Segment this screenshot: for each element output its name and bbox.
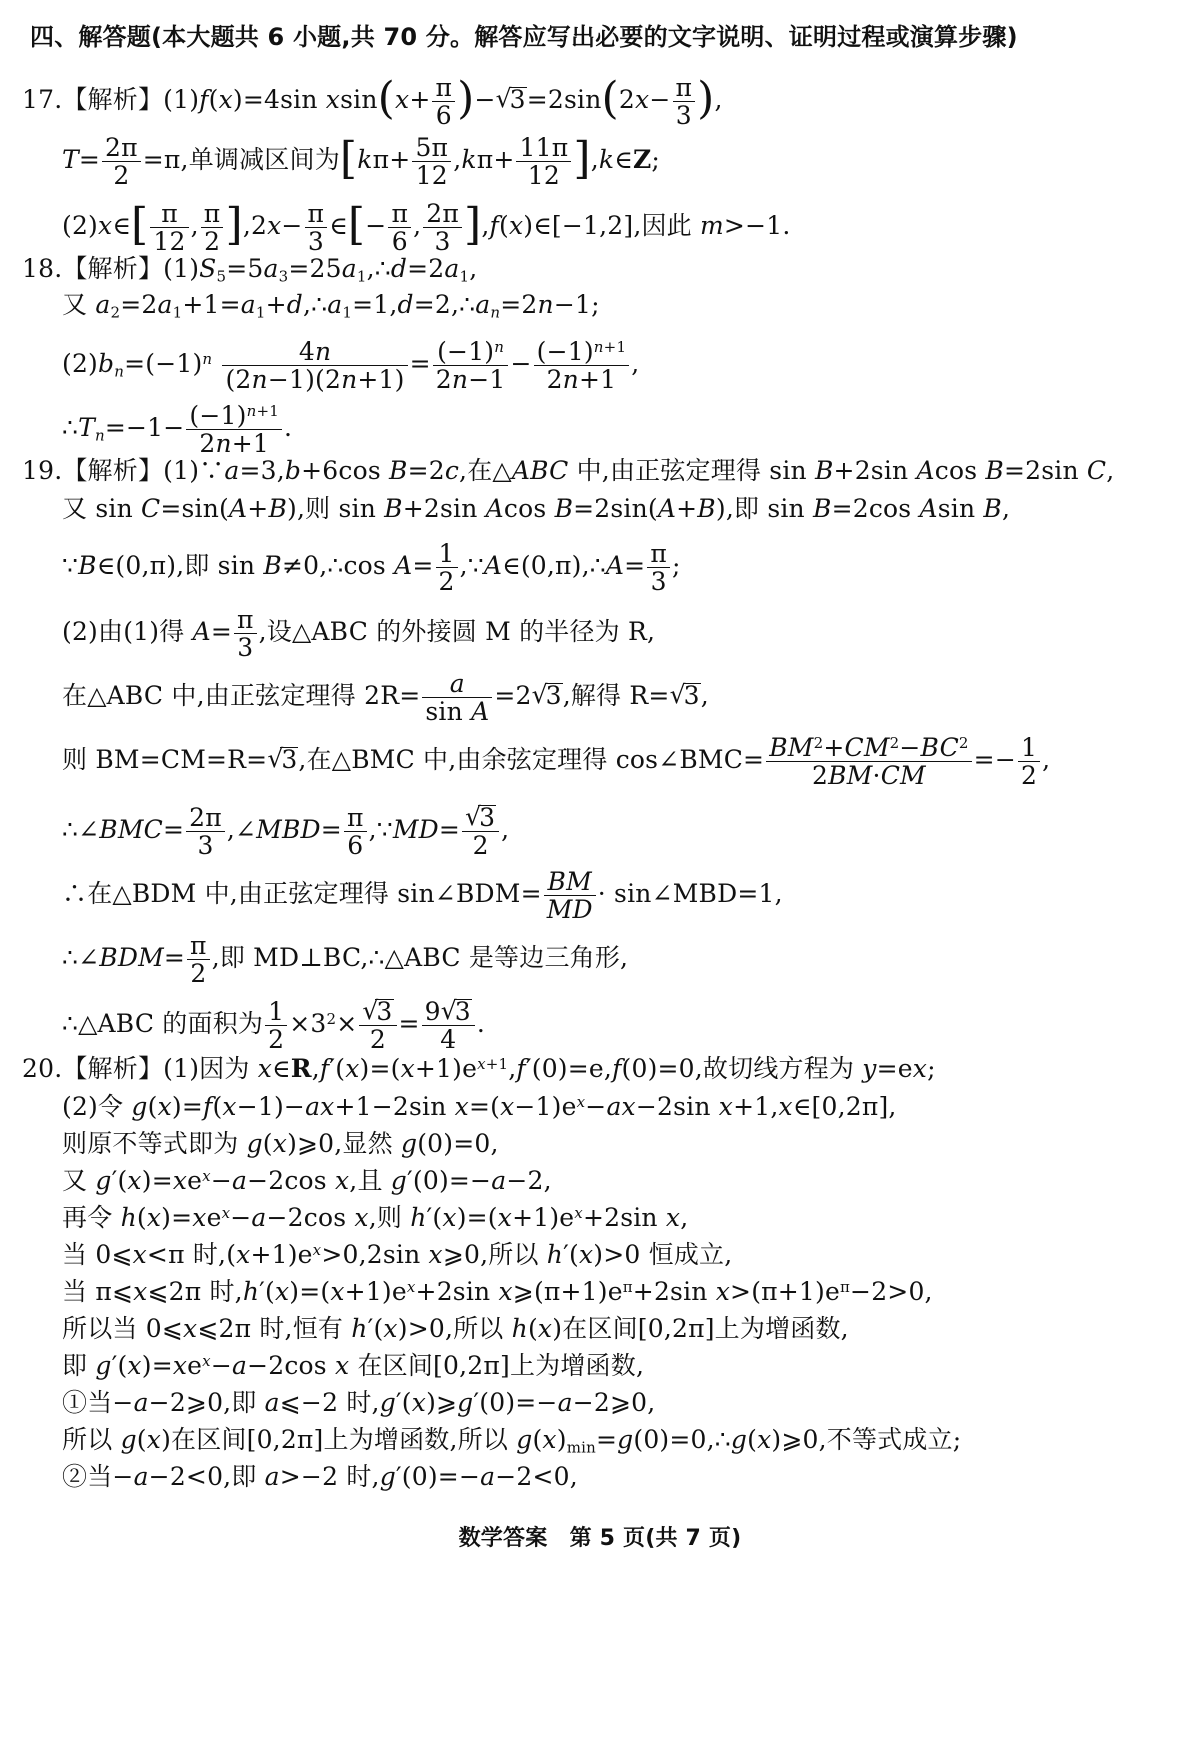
p20-line8: 所以当 0⩽x⩽2π 时,恒有 h′(x)>0,所以 h(x)在区间[0,2π]上为增函数, <box>62 1314 849 1343</box>
p17-label: 17.【解析】(1) <box>22 85 200 114</box>
p18-line2: 又 $a_2=2a_1+1=a_1+d,\therefore a_1=1,d=2,\therefore a_n=2n-1$; <box>62 290 600 322</box>
p19-line9: ∴∠BDM= $\frac{\pi}{2}$ ,即 MD⊥BC,∴△ABC 是等边三角形, <box>62 931 629 988</box>
p19-line2: 又 sin C=sin(A+B),则 sin B+2sin Acos B=2sin(A+B),即 sin B=2cos Asin B, <box>62 494 1011 523</box>
p19-line10: ∴△ABC 的面积为 $\frac{1}{2}$ $\times 3^2\times$ √ $\frac{3}{2}$ = $\frac{9√ 3}{4}$ . <box>62 998 485 1053</box>
p20-line5: 再令 $h(x)=xe^x-a-2\cos$ x,则 $h'(x)=(x+1)e^x+2\sin$ x, <box>62 1203 689 1232</box>
p19-part2: (2)由(1)得 <box>62 617 185 646</box>
section-header: 四、解答题(本大题共 6 小题,共 70 分。解答应写出必要的文字说明、证明过程或演算步骤) <box>30 23 1018 51</box>
p18-line4: $\therefore T_n=-1-$ $\frac{(-1)^{n+1}}{2n+1}$ . <box>62 401 293 458</box>
p19-line8: ∴在△BDM 中,由正弦定理得 sin∠BDM= $\frac{BM}{MD}$ · sin∠MBD=1, <box>62 867 783 924</box>
p18-line1: 18.【解析】$(1)S_5=5a_3=25a_1,\therefore d=2a_1$, <box>22 254 478 286</box>
p17-line3: (2)x∈[ $\frac{\pi}{12}$ , $\frac{\pi}{2}$ ],2x− $\frac{\pi}{3}$ ∈[− $\frac{\pi}{6}$ , $\frac{2\pi}{3}$ ],f(x)∈[−1,2],因此 m>−1. <box>62 199 791 256</box>
p19-bdm-end: · sin∠MBD=1, <box>597 879 783 908</box>
p19-bdm: ∴在△BDM 中,由正弦定理得 sin∠BDM= <box>62 879 542 908</box>
p19-line7: ∴∠BMC= $\frac{2\pi}{3}$ ,∠MBD= $\frac{\pi}{6}$ ,∵MD= √ $\frac{3}{2}$ , <box>62 804 509 859</box>
p19-sine-law: 在△ABC 中,由正弦定理得 2R= <box>62 681 421 710</box>
page-footer: 数学答案 第 5 页(共 7 页) <box>458 1526 742 1551</box>
p20-line11: 所以 g(x)在区间[0,2π]上为增函数,所以 $g(x)_{min}=g(0)=0,\therefore g(x)⩾0$,不等式成立; <box>62 1425 962 1457</box>
p18-part2: (2) <box>62 349 99 378</box>
p20-line1: 20.【解析】(1)因为 $x\in R,f'(x)=(x+1)e^{x+1},f'(0)=e,f(0)=0$,故切线方程为 y=ex; <box>22 1054 936 1083</box>
p19-circle: ,设△ABC 的外接圆 M 的半径为 R, <box>258 617 656 646</box>
p17-mono-text: =π,单调减区间为 <box>142 145 340 174</box>
p18-label: 18.【解析】(1) <box>22 254 200 283</box>
p20-line12: ②当−a−2<0,即 a>−2 时,g′(0)=−a−2<0, <box>62 1462 578 1491</box>
p20-line2: (2)令 g(x)=f(x−1)−ax+1−2sin $x=(x-1)e^x-ax-2\sin$ x+1,x∈[0,2π], <box>62 1092 897 1121</box>
p19-then: 则 BM=CM=R= <box>62 745 268 774</box>
p20-line6: 当 0⩽x<π 时$,(x+1)e^x>0,2\sin$ x⩾0,所以 h′(x)>0 恒成立, <box>62 1240 733 1269</box>
p20-line7: 当 π⩽x⩽2π 时$,h'(x)=(x+1)e^x+2\sin$ $x⩾(\pi+1)e^\pi+2\sin$ $x>(\pi+1)e^\pi-2>0$, <box>62 1277 933 1306</box>
p17-line1: 17.【解析】(1)f(x)=4sin xsin(x+ $\frac{\pi}{6}$ )−√ 3=2sin(2x− $\frac{\pi}{3}$ ), <box>22 74 723 129</box>
p20-line10: ①当−a−2⩾0,即 a⩽−2 时,g′(x)⩾g′(0)=−a−2⩾0, <box>62 1388 656 1417</box>
p17-line2: T= $\frac{2\pi}{2}$ =π,单调减区间为[kπ+ $\frac{5\pi}{12}$ ,kπ+ $\frac{11\pi}{12}$ ],k∈Z; <box>62 133 661 190</box>
p20-line9: 即 $g'(x)=xe^x-a-2\cos$ x 在区间[0,2π]上为增函数, <box>62 1351 645 1380</box>
p19-line1: 19.【解析】(1)∵a=3,b+6cos B=2c,在△ABC 中,由正弦定理得 sin B+2sin Acos B=2sin C, <box>22 456 1115 485</box>
p18-line3: $(2)b_n=(-1)^n$ $\frac{4n}{(2n-1)(2n+1)}$ = $\frac{(-1)^n}{2n-1}$ − $\frac{(-1)^{n+1}}{2n+1}$ , <box>62 337 640 394</box>
p19-line4: (2)由(1)得 A= $\frac{\pi}{3}$ ,设△ABC 的外接圆 M 的半径为 R, <box>62 605 656 662</box>
p19-solve: ,解得 R= <box>562 681 670 710</box>
p19-area: ∴△ABC 的面积为 <box>62 1009 264 1038</box>
p19-label: 19.【解析】(1) <box>22 456 200 485</box>
p17-part2: (2) <box>62 211 99 240</box>
p19-line5: 在△ABC 中,由正弦定理得 2R= $\frac{a}{\text{sin A}}$ =2√ 3,解得 R=√ 3, <box>62 670 709 725</box>
p20-line4: 又 $g'(x)=xe^x-a-2\cos$ x,且 g′(0)=−a−2, <box>62 1166 552 1195</box>
p19-line6: 则 BM=CM=R=√ 3,在△BMC 中,由余弦定理得 cos∠BMC= $\frac{BM^2+CM^2-BC^2}{2BM\cdot CM}$ =− $\frac{1}{2}$ , <box>62 734 1050 789</box>
p20-line3: 则原不等式即为 g(x)⩾0,显然 g(0)=0, <box>62 1129 499 1158</box>
p19-cos-law: ,在△BMC 中,由余弦定理得 cos∠BMC= <box>298 745 765 774</box>
frac: $\frac{\pi}{6}$ <box>432 74 455 129</box>
p19-line3: ∵B∈(0,π),即 sin B≠0,∴cos A= $\frac{1}{2}$ ,∵A∈(0,π),∴A= $\frac{\pi}{3}$ ; <box>62 539 681 596</box>
p19-equi: ,即 MD⊥BC,∴△ABC 是等边三角形, <box>211 943 629 972</box>
